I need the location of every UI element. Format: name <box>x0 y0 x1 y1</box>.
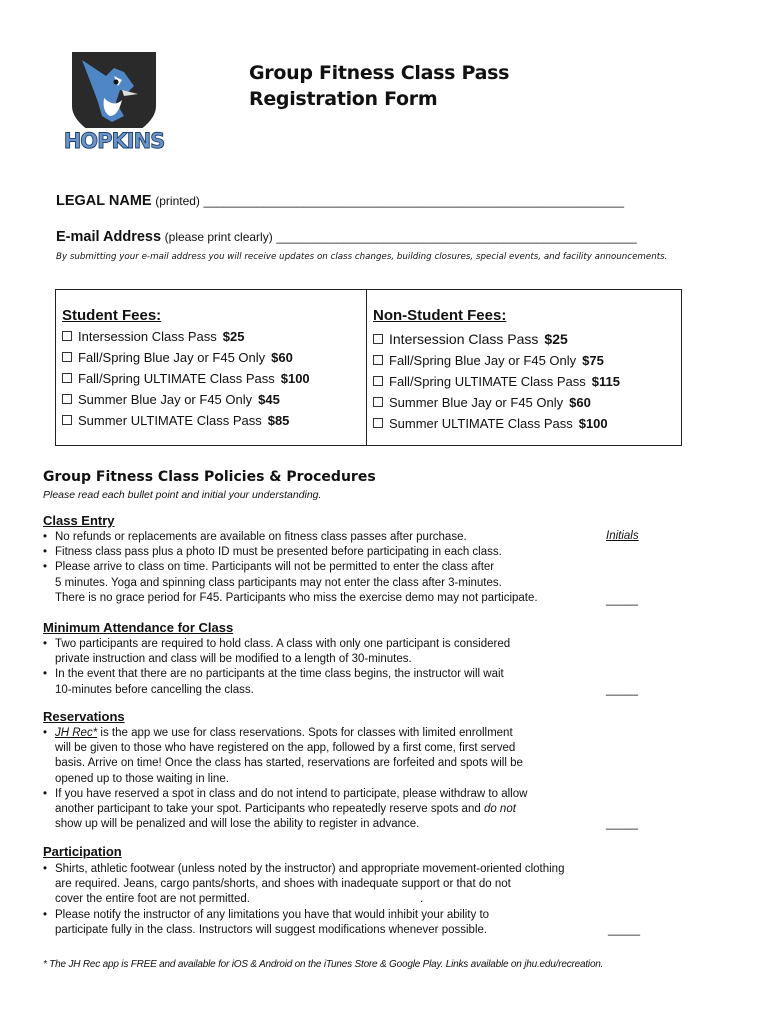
legal-name-label: LEGAL NAME <box>56 193 152 209</box>
student-fees-heading: Student Fees: <box>62 307 162 324</box>
section-min-attendance-heading: Minimum Attendance for Class <box>43 620 234 635</box>
form-title-line1: Group Fitness Class Pass <box>249 62 510 84</box>
list-item: • Please arrive to class on time. Participants will not be permitted to enter the class after 5 minutes. Yoga and spinning class participants may not enter the class after 3-minutes. There is no grace period for F45. Participants who miss the exercise demo may not participate. <box>43 561 538 604</box>
list-item: • Please notify the instructor of any limitations you have that would inhibit your ability to participate fully in the class. Instructors will suggest modifications whenever possible. <box>43 908 490 936</box>
nonstudent-fee-option[interactable]: Summer Blue Jay or F45 Only $60 <box>373 395 591 410</box>
section-class-entry-heading: Class Entry <box>43 513 115 528</box>
student-fee-option[interactable]: Summer Blue Jay or F45 Only $45 <box>62 392 280 407</box>
email-hint: (please print clearly) <box>164 230 273 244</box>
legal-name-line[interactable]: _______________________________________________________________ <box>203 194 624 208</box>
logo-wordmark: HOPKINS <box>63 129 165 153</box>
checkbox[interactable] <box>373 376 383 386</box>
nonstudent-fee-option[interactable]: Intersession Class Pass $25 <box>373 331 568 347</box>
student-fee-option[interactable]: Summer ULTIMATE Class Pass $85 <box>62 413 289 428</box>
checkbox[interactable] <box>62 352 72 362</box>
initials-line[interactable]: _____ <box>608 924 640 936</box>
participation-bullets <box>43 862 683 938</box>
form-title-line2: Registration Form <box>249 88 438 110</box>
jh-rec-app-link[interactable]: JH Rec* <box>55 727 98 739</box>
list-item: • Fitness class pass plus a photo ID must be presented before participating in each class. <box>43 546 502 559</box>
initials-line[interactable]: _____ <box>606 684 638 696</box>
checkbox[interactable] <box>62 373 72 383</box>
nonstudent-fees-heading: Non-Student Fees: <box>373 307 507 324</box>
initials-line[interactable]: _____ <box>606 594 638 606</box>
checkbox[interactable] <box>62 331 72 341</box>
checkbox[interactable] <box>373 334 383 344</box>
list-item: • No refunds or replacements are available on fitness class passes after purchase. <box>43 531 467 543</box>
list-item: • Shirts, athletic footwear (unless noted by the instructor) and appropriate movement-oriented clothing are required. Jeans, cargo pants/shorts, and shoes with inadequate support or that do not cover the entire foot are not permitted. . <box>43 863 565 906</box>
student-fee-option[interactable]: Intersession Class Pass $25 <box>62 329 244 344</box>
list-item: • In the event that there are no participants at the time class begins, the instructor will wait 10-minutes before cancelling the class. <box>43 668 504 696</box>
hopkins-logo <box>58 46 170 158</box>
min-attendance-bullets <box>43 637 643 698</box>
checkbox[interactable] <box>62 415 72 425</box>
nonstudent-fee-option[interactable]: Fall/Spring ULTIMATE Class Pass $115 <box>373 374 620 389</box>
list-item: • If you have reserved a spot in class and do not intend to participate, please withdraw to allow another participant to take your spot. Participants who repeatedly reserve spots and do not show up will be penalized and will lose the ability to register in advance. <box>43 787 528 831</box>
initials-line[interactable]: _____ <box>606 818 638 830</box>
email-label: E-mail Address <box>56 229 162 245</box>
checkbox[interactable] <box>62 394 72 404</box>
checkbox[interactable] <box>373 397 383 407</box>
checkbox[interactable] <box>373 355 383 365</box>
section-participation-heading: Participation <box>43 844 122 859</box>
policies-title: Group Fitness Class Policies & Procedures <box>43 469 376 485</box>
nonstudent-fee-option[interactable]: Summer ULTIMATE Class Pass $100 <box>373 416 608 431</box>
fees-divider <box>366 289 367 446</box>
list-item: • Two participants are required to hold class. A class with only one participant is considered private instruction and class will be modified to a length of 30-minutes. <box>43 638 511 666</box>
policies-subtitle: Please read each bullet point and initial your understanding. <box>43 489 322 501</box>
checkbox[interactable] <box>373 418 383 428</box>
section-reservations-heading: Reservations <box>43 709 125 724</box>
footnote: * The JH Rec app is FREE and available for iOS & Android on the iTunes Store & Google Play. Links available on jhu.edu/recreation. <box>43 959 604 970</box>
list-item: • JH Rec* is the app we use for class reservations. Spots for classes with limited enrollment will be given to those who have registered on the app, followed by a first come, first served basis. Arrive on time! Once the class has started, reservations are forfeited and spots will be opened up to those waiting in line. <box>43 727 523 785</box>
legal-name-field[interactable] <box>56 193 624 209</box>
student-fee-option[interactable]: Fall/Spring ULTIMATE Class Pass $100 <box>62 371 310 386</box>
legal-name-hint: (printed) <box>155 194 200 208</box>
blue-jay-shield-icon <box>58 46 170 158</box>
nonstudent-fee-option[interactable]: Fall/Spring Blue Jay or F45 Only $75 <box>373 353 604 368</box>
class-entry-bullets <box>43 530 643 606</box>
email-note: By submitting your e-mail address you will receive updates on class changes, building closures, special events, and facility announcements. <box>56 252 668 262</box>
email-line[interactable]: ______________________________________________________ <box>276 230 637 244</box>
student-fee-option[interactable]: Fall/Spring Blue Jay or F45 Only $60 <box>62 350 293 365</box>
initials-label: Initials <box>606 530 639 542</box>
email-field[interactable] <box>56 229 637 245</box>
reservations-bullets <box>43 726 643 832</box>
